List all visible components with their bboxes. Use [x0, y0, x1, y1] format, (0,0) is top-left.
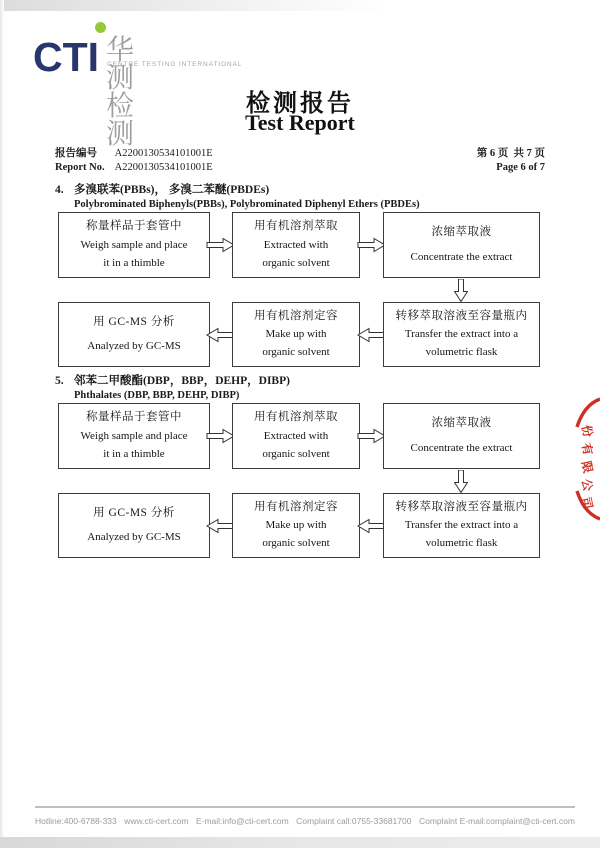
section-heading-5 — [55, 374, 555, 402]
arrow-right-icon — [357, 238, 387, 252]
section-title-zh: 邻苯二甲酸酯(DBP，BBP，DEHP，DIBP) — [74, 375, 290, 387]
flow-step-box — [58, 493, 210, 558]
page-indicator-zh: 第 6 页 共 7 页 — [476, 148, 545, 159]
section-title-en: Polybrominated Biphenyls(PBBs), Polybrominated Diphenyl Ethers (PBDEs) — [74, 199, 420, 210]
arrow-down-icon — [454, 279, 468, 302]
report-meta — [55, 147, 545, 175]
logo-name-zh: 华测检测 — [106, 34, 136, 149]
step-text-en: organic solvent — [262, 256, 330, 269]
footer — [35, 816, 575, 826]
step-text-zh: 用有机溶剂萃取 — [254, 411, 338, 424]
step-text-en: Make up with — [265, 328, 327, 340]
report-no-value: A2200130534101001E — [114, 148, 213, 159]
flow-step-box — [232, 302, 360, 367]
flow-step-box — [232, 212, 360, 278]
report-no-row-zh — [55, 147, 545, 161]
step-text-en: Analyzed by GC-MS — [87, 340, 181, 352]
step-text-zh: 转移萃取溶液至容量瓶内 — [395, 310, 528, 322]
stamp-char: 公 — [578, 477, 596, 493]
report-no-label-zh: 报告编号 — [55, 148, 97, 159]
step-text-zh: 用有机溶剂定容 — [254, 501, 338, 513]
step-text-en: volumetric flask — [425, 346, 498, 358]
footer-email: E-mail:info@cti-cert.com — [195, 816, 289, 826]
step-text-en: Weigh sample and place — [80, 429, 188, 442]
section-title-zh: 多溴联苯(PBBs)， 多溴二苯醚(PBDEs) — [74, 184, 270, 196]
scan-edge-top — [0, 0, 600, 11]
step-text-en: Transfer the extract into a — [404, 328, 519, 340]
step-text-zh: 转移萃取溶液至容量瓶内 — [395, 501, 528, 513]
scan-edge-bottom — [0, 837, 600, 848]
step-text-en: organic solvent — [262, 447, 330, 460]
report-no-row-en — [55, 161, 545, 175]
stamp-char: 司 — [578, 495, 596, 511]
report-no-label-en: Report No. — [55, 162, 105, 173]
step-text-zh: 用 GC-MS 分析 — [93, 316, 175, 328]
company-stamp — [573, 396, 600, 522]
arrow-left-icon — [357, 328, 387, 342]
step-text-en: volumetric flask — [425, 537, 498, 549]
step-text-en: Concentrate the extract — [410, 441, 513, 454]
step-text-zh: 称量样品于套管中 — [86, 220, 182, 233]
flow-step-box — [383, 212, 540, 278]
section-heading-4 — [55, 183, 555, 211]
arrow-left-icon — [357, 519, 387, 533]
flow-step-box — [232, 403, 360, 469]
footer-complaint-email: Complaint E-mail:complaint@cti-cert.com — [418, 816, 575, 826]
section-title-en: Phthalates (DBP, BBP, DEHP, DIBP) — [74, 390, 240, 401]
flow-step-box — [58, 302, 210, 367]
logo-green-dot-icon — [95, 22, 106, 33]
report-title-en: Test Report — [245, 110, 355, 135]
step-text-en: Analyzed by GC-MS — [87, 531, 181, 543]
flow-step-box — [383, 403, 540, 469]
step-text-en: Weigh sample and place — [80, 238, 188, 251]
flow-step-box — [232, 493, 360, 558]
pagination — [477, 147, 545, 175]
arrow-down-icon — [454, 470, 468, 493]
footer-complaint-call: Complaint call:0755-33681700 — [296, 816, 412, 826]
flow-step-box — [383, 493, 540, 558]
step-text-zh: 用有机溶剂定容 — [254, 310, 338, 322]
step-text-en: it in a thimble — [103, 447, 165, 460]
step-text-en: Extracted with — [263, 238, 329, 251]
flow-step-box — [58, 212, 210, 278]
step-text-en: Concentrate the extract — [410, 250, 513, 263]
footer-hotline: Hotline:400-6788-333 — [35, 816, 117, 826]
flow-step-box — [58, 403, 210, 469]
logo-name-en: CENTRE TESTING INTERNATIONAL — [107, 61, 243, 68]
section-number: 4. — [55, 184, 64, 196]
stamp-char: 有 — [578, 441, 596, 457]
step-text-en: Make up with — [265, 519, 327, 531]
step-text-zh: 用 GC-MS 分析 — [93, 507, 175, 519]
arrow-right-icon — [357, 429, 387, 443]
step-text-zh: 用有机溶剂萃取 — [254, 220, 338, 233]
footer-divider — [35, 806, 575, 808]
step-text-zh: 称量样品于套管中 — [86, 411, 182, 424]
report-no-value-en: A2200130534101001E — [114, 162, 213, 173]
report-title-zh: 检测报告 — [246, 91, 354, 117]
step-text-en: Transfer the extract into a — [404, 519, 519, 531]
step-text-en: Extracted with — [263, 429, 329, 442]
step-text-zh: 浓缩萃取液 — [431, 226, 492, 239]
footer-website: www.cti-cert.com — [124, 816, 189, 826]
section-number: 5. — [55, 375, 64, 387]
flow-step-box — [383, 302, 540, 367]
stamp-char: 份 — [578, 423, 596, 439]
step-text-zh: 浓缩萃取液 — [431, 417, 492, 430]
cti-acronym: CTI — [33, 34, 100, 80]
flowchart-phthalates — [58, 403, 540, 558]
step-text-en: it in a thimble — [103, 256, 165, 269]
step-text-en: organic solvent — [262, 346, 330, 358]
step-text-en: organic solvent — [262, 537, 330, 549]
page-indicator-en: Page 6 of 7 — [496, 162, 545, 173]
flowchart-pbbs-pbdes — [58, 212, 540, 367]
stamp-char: 限 — [578, 459, 596, 475]
